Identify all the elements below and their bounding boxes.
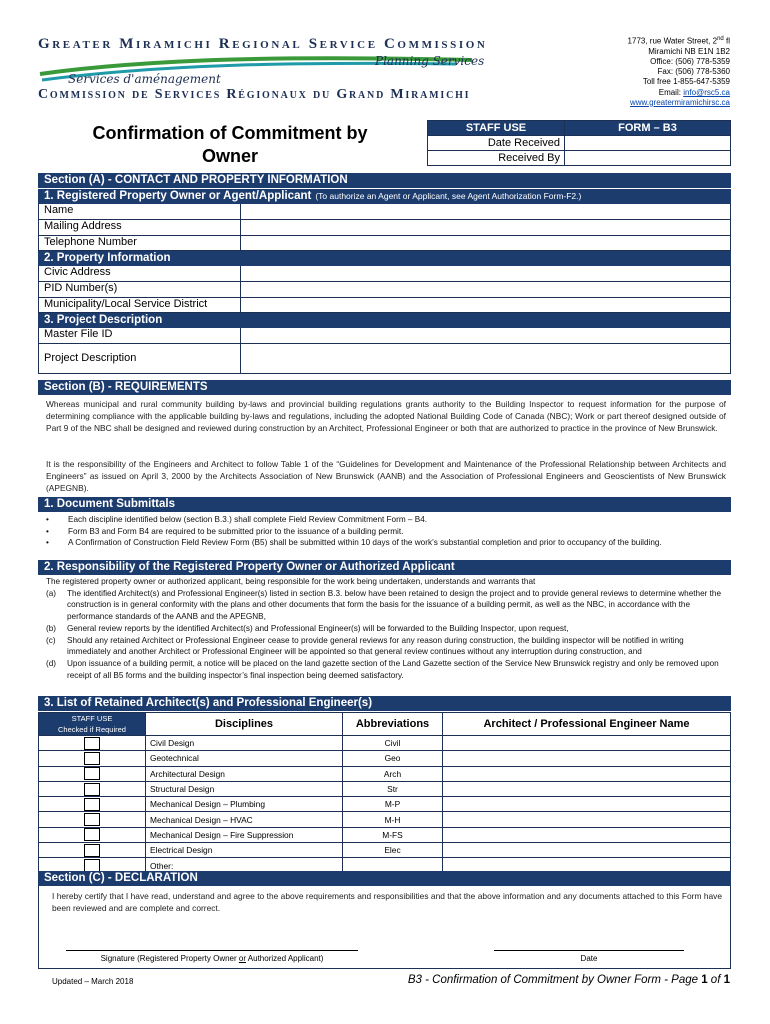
required-checkbox[interactable] xyxy=(84,752,100,765)
name-column-header: Architect / Professional Engineer Name xyxy=(443,713,731,736)
professional-name-field[interactable] xyxy=(443,812,731,827)
checkbox-cell xyxy=(39,843,146,858)
form-code: FORM – B3 xyxy=(565,121,731,136)
disciplines-column-header: Disciplines xyxy=(146,713,343,736)
website-link[interactable]: www.greatermiramichirsc.ca xyxy=(629,97,730,107)
abbreviations-column-header: Abbreviations xyxy=(343,713,443,736)
section-c-header: Section (C) - DECLARATION xyxy=(38,871,731,886)
signature-label: Signature (Registered Property Owner or Authorized Applicant) xyxy=(100,954,324,963)
discipline-name: Civil Design xyxy=(146,736,343,751)
checkbox-cell xyxy=(39,812,146,827)
pid-row: PID Number(s) xyxy=(38,282,731,298)
checkbox-cell xyxy=(39,766,146,781)
responsibility-item-b: (b) General review reports by the identified Architect(s) and Professional Engineer(s) will be forwarded to the Building Inspector, upon request, xyxy=(46,623,569,633)
address-line2: Miramichi NB E1N 1B2 xyxy=(648,46,730,56)
section-a-header: Section (A) - CONTACT AND PROPERTY INFORMATION xyxy=(38,173,731,188)
professional-name-field[interactable] xyxy=(443,781,731,796)
discipline-abbr: Str xyxy=(343,781,443,796)
required-checkbox[interactable] xyxy=(84,767,100,780)
owner-subheader: 1. Registered Property Owner or Agent/Applicant (To authorize an Agent or Applicant, see Agent Authorization Form-F2.) xyxy=(38,189,731,204)
org-name-english: Greater Miramichi Regional Service Commission xyxy=(38,36,488,52)
professional-name-field[interactable] xyxy=(443,797,731,812)
section-b-header: Section (B) - REQUIREMENTS xyxy=(38,380,731,395)
required-checkbox[interactable] xyxy=(84,844,100,857)
discipline-abbr: Civil xyxy=(343,736,443,751)
discipline-abbr: M-H xyxy=(343,812,443,827)
civic-address-row: Civic Address xyxy=(38,266,731,282)
website-line xyxy=(628,98,730,108)
responsibility-intro: The registered property owner or authorized applicant, being responsible for the work being undertaken, understands and warrants that xyxy=(46,577,536,586)
signature-line[interactable] xyxy=(66,950,358,951)
date-label: Date xyxy=(580,954,598,963)
professional-name-field[interactable] xyxy=(443,843,731,858)
checkbox-cell xyxy=(39,781,146,796)
required-checkbox[interactable] xyxy=(84,828,100,841)
discipline-name: Mechanical Design – HVAC xyxy=(146,812,343,827)
document-submittals-header: 1. Document Submittals xyxy=(38,497,731,512)
discipline-name: Electrical Design xyxy=(146,843,343,858)
property-subheader: 2. Property Information xyxy=(38,251,731,266)
disciplines-table xyxy=(38,712,731,874)
checkbox-cell xyxy=(39,736,146,751)
responsibility-list xyxy=(46,576,726,681)
staff-use-column-header: STAFF USE Checked if Required xyxy=(39,713,146,736)
responsibility-item-a: (a) The identified Architect(s) and Professional Engineer(s) listed in section B.3. below have been retained to design the project and to provide general reviews to determine whether the construction is in general conformity with the plans and other documents that form the basis for the issuance of a building permit, as well as the NBC, in accordance with the performance standards of the AANB and the APEGNB, xyxy=(46,588,722,622)
services-amenagement-script: Services d'aménagement xyxy=(68,72,221,86)
discipline-name: Geotechnical xyxy=(146,751,343,766)
name-row: Name xyxy=(38,204,731,220)
professional-name-field[interactable] xyxy=(443,736,731,751)
bullet-item: • Each discipline identified below (section B.3.) shall complete Field Review Commitment Form – B4. xyxy=(46,515,428,524)
requirements-paragraph-1: Whereas municipal and rural community building by-laws and provincial building regulations grants authority to the Building Inspector to request information for the purpose of determining compliance with the applicable building by-laws and regulations, including the adopted National Building Code of Canada (NBC); Work or part thereof designed outside of Part 9 of the NBC shall be designed and reviewed during construction by an Architect, Professional Engineer or both that are authorized to practice in the province of New Brunswick. xyxy=(46,399,726,433)
date-line[interactable] xyxy=(494,950,684,951)
bullet-item: • Form B3 and Form B4 are required to be submitted prior to the issuance of a building permit. xyxy=(46,526,404,536)
required-checkbox[interactable] xyxy=(84,813,100,826)
project-subheader: 3. Project Description xyxy=(38,313,731,328)
email-line: Email: info@rsc5.ca xyxy=(658,87,730,97)
discipline-abbr: M-P xyxy=(343,797,443,812)
contact-block xyxy=(628,34,730,108)
professional-name-field[interactable] xyxy=(443,827,731,842)
date-received-label: Date Received xyxy=(428,136,565,151)
master-file-row: Master File ID xyxy=(38,328,731,344)
address-line1: 1773, rue Water Street, 2nd fl xyxy=(627,36,730,46)
discipline-abbr: Elec xyxy=(343,843,443,858)
municipality-row: Municipality/Local Service District xyxy=(38,298,731,313)
discipline-name: Mechanical Design – Plumbing xyxy=(146,797,343,812)
requirements-paragraph-2: It is the responsibility of the Engineers and Architect to follow Table 1 of the “Guidelines for Development and Maintenance of the Professional Relationship between Architects and Engineers” as issued on April 3, 2000 by the Architects Association of New Brunswick (AANB) and the Association of Professional Engineers and Geoscientists of New Brunswick (APEGNB). xyxy=(46,459,726,493)
page-footer: B3 - Confirmation of Commitment by Owner Form - Page 1 of 1 xyxy=(407,974,730,986)
received-by-label: Received By xyxy=(428,151,565,166)
required-checkbox[interactable] xyxy=(84,798,100,811)
required-checkbox[interactable] xyxy=(84,737,100,750)
submittal-bullets xyxy=(46,514,726,549)
email-link[interactable]: info@rsc5.ca xyxy=(683,87,730,97)
discipline-abbr: Arch xyxy=(343,766,443,781)
mailing-address-row: Mailing Address xyxy=(38,220,731,236)
planning-services-script: Planning Services xyxy=(375,54,485,68)
retained-list-header: 3. List of Retained Architect(s) and Professional Engineer(s) xyxy=(38,696,731,711)
responsibility-item-c: (c) Should any retained Architect or Professional Engineer cease to provide general reviews for any reason during construction, the building inspector will be notified in writing immediately and another Architect or Professional Engineer will be appointed so that general review continues without any interruption during construction, and xyxy=(46,635,684,657)
professional-name-field[interactable] xyxy=(443,766,731,781)
project-description-row: Project Description xyxy=(38,344,731,374)
fax: Fax: (506) 778-5360 xyxy=(657,67,730,77)
org-name-french: Commission de Services Régionaux du Grand Miramichi xyxy=(38,87,471,102)
discipline-name: Other: xyxy=(146,858,343,873)
received-by-field[interactable] xyxy=(565,151,731,166)
checkbox-cell xyxy=(39,751,146,766)
discipline-name: Mechanical Design – Fire Suppression xyxy=(146,827,343,842)
responsibility-header: 2. Responsibility of the Registered Property Owner or Authorized Applicant xyxy=(38,560,731,575)
date-received-field[interactable] xyxy=(565,136,731,151)
office-phone: Office: (506) 778-5359 xyxy=(650,57,730,67)
professional-name-field[interactable] xyxy=(443,751,731,766)
staff-use-header: STAFF USE xyxy=(428,121,565,136)
discipline-abbr: M-FS xyxy=(343,827,443,842)
declaration-text: I hereby certify that I have read, understand and agree to the above requirements and responsibilities and that the above information and any documents attached to this Form have been reviewed and are complete and correct. xyxy=(52,891,722,913)
checkbox-cell xyxy=(39,827,146,842)
checkbox-cell xyxy=(39,797,146,812)
staff-use-box xyxy=(427,120,731,166)
telephone-row: Telephone Number xyxy=(38,236,731,251)
bullet-item: • A Confirmation of Construction Field Review Form (B5) shall be submitted within 10 days of the work’s substantial completion and prior to occupancy of the building. xyxy=(46,538,662,547)
updated-date: Updated – March 2018 xyxy=(52,977,134,986)
discipline-name: Architectural Design xyxy=(146,766,343,781)
tollfree: Toll free 1-855-647-5359 xyxy=(642,77,730,87)
discipline-name: Structural Design xyxy=(146,781,343,796)
required-checkbox[interactable] xyxy=(84,783,100,796)
responsibility-item-d: (d) Upon issuance of a building permit, a notice will be placed on the land gazette section of the Land Gazette section of the Service New Brunswick registry and only be removed upon receipt of all B5 forms and the building inspector’s final inspection being deemed satisfactory. xyxy=(46,658,719,680)
discipline-abbr: Geo xyxy=(343,751,443,766)
form-title: Confirmation of Commitment by Owner xyxy=(92,123,368,166)
